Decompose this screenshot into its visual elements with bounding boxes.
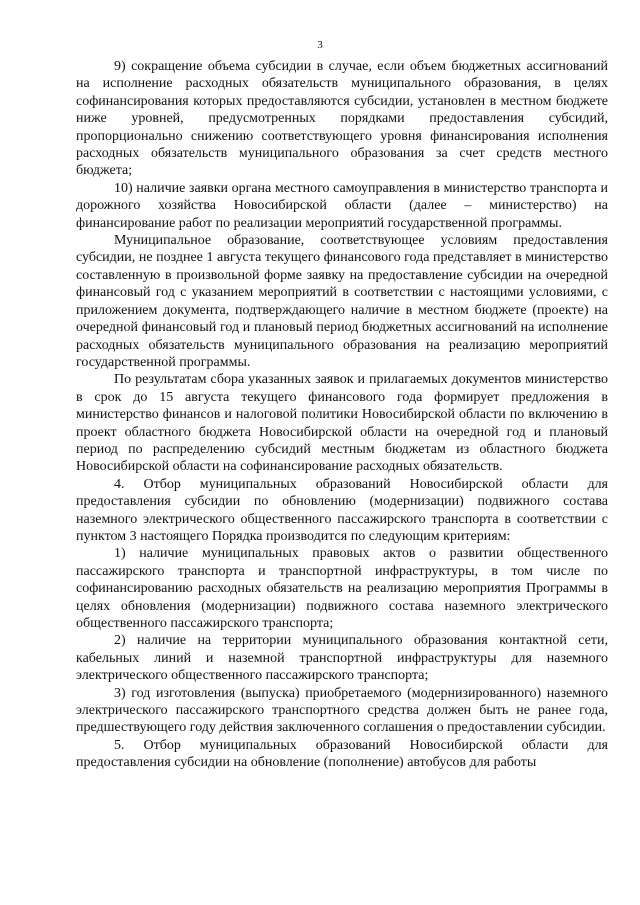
paragraph-ministry-proposals: По результатам сбора указанных заявок и прилагаемых документов министерство в срок до 15 августа текущего финансового года формирует предложения в министерство финансов и налоговой политики Новосибирской области по включению в проект областного бюджета Новосибирской области на очередной год и плановый период по распределению субсидий местным бюджетам из областного бюджета Новосибирской области на софинансирование расходных обязательств. [76, 372, 608, 475]
paragraph-criterion-1: 1) наличие муниципальных правовых актов о развитии общественного пассажирского транспорта и транспортной инфраструктуры, в том числе по софинансированию расходных обязательств на реализацию мероприятия Программы в целях обновления (модернизации) подвижного состава наземного электрического общественного пассажирского транспорта; [76, 546, 608, 631]
page-number: 3 [317, 39, 323, 51]
document-body [76, 58, 608, 772]
paragraph-section-4: 4. Отбор муниципальных образований Новосибирской области для предоставления субсидии по обновлению (модернизации) подвижного состава наземного электрического общественного пассажирского транспорта в соответствии с пунктом 3 настоящего Порядка производится по следующим критериям: [76, 476, 608, 544]
paragraph-item-10: 10) наличие заявки органа местного самоуправления в министерство транспорта и дорожного хозяйства Новосибирской области (далее – министерство) на финансирование работ по реализации мероприятий государственной программы. [76, 180, 608, 231]
paragraph-criterion-2: 2) наличие на территории муниципального образования контактной сети, кабельных линий и наземной транспортной инфраструктуры для наземного электрического общественного пассажирского транспорта; [76, 633, 608, 684]
paragraph-item-9: 9) сокращение объема субсидии в случае, если объем бюджетных ассигнований на исполнение расходных обязательств муниципального образования, в целях софинансирования которых предоставляются субсидии, установлен в местном бюджете ниже уровней, предусмотренных порядками предоставления субсидий, пропорционально снижению соответствующего уровня финансирования исполнения расходных обязательств муниципального образования за счет средств местного бюджета; [76, 59, 608, 179]
paragraph-section-5: 5. Отбор муниципальных образований Новосибирской области для предоставления субсидии на обновление (пополнение) автобусов для работы [76, 737, 608, 771]
paragraph-criterion-3: 3) год изготовления (выпуска) приобретаемого (модернизированного) наземного электрического пассажирского транспортного средства должен быть не ранее года, предшествующего году действия заключенного соглашения о предоставлении субсидии. [76, 685, 608, 736]
paragraph-application-procedure: Муниципальное образование, соответствующее условиям предоставления субсидии, не позднее 1 августа текущего финансового года представляет в министерство составленную в произвольной форме заявку на предоставление субсидии на очередной финансовый год с указанием мероприятий в соответствии с настоящими условиями, с приложением документа, подтверждающего наличие в местном бюджете (проекте) на очередной финансовый год и плановый период бюджетных ассигнований на исполнение расходных обязательств муниципального образования на реализацию мероприятий государственной программы. [76, 233, 608, 370]
